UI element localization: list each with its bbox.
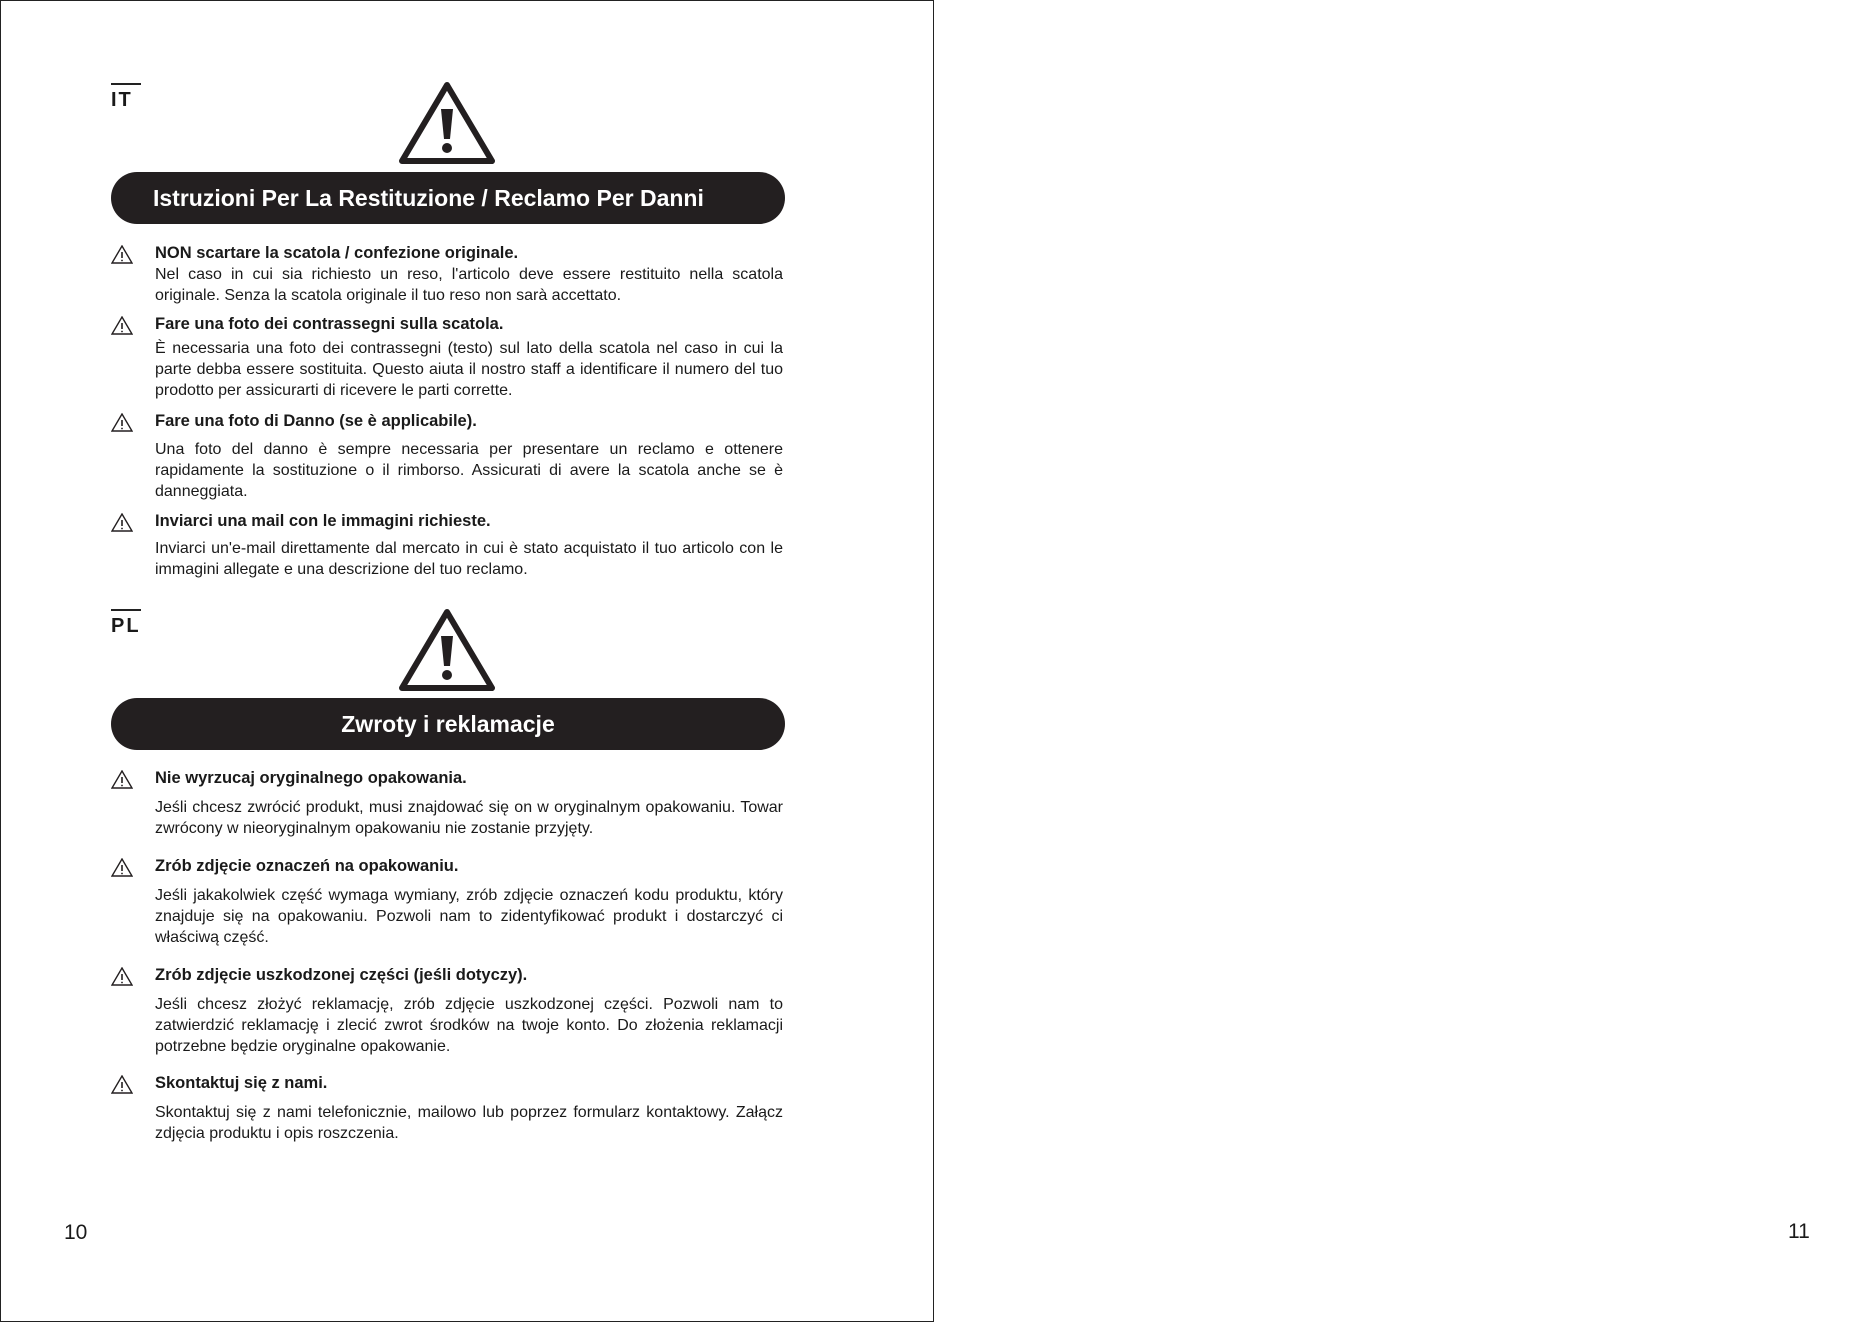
instruction-heading: Fare una foto dei contrassegni sulla scatola. — [155, 315, 504, 333]
instruction-item-it-3 — [111, 411, 791, 502]
instruction-body: Skontaktuj się z nami telefonicznie, mailowo lub poprzez formularz kontaktowy. Załącz zdjęcia produktu i opis roszczenia. — [155, 1104, 783, 1142]
warning-triangle-icon — [111, 858, 133, 877]
instruction-body: Nel caso in cui sia richiesto un reso, l'articolo deve essere restituito nella scatola originale. Senza la scatola originale il tuo reso non sarà accettato. — [155, 266, 783, 304]
instruction-item-pl-2 — [111, 856, 791, 948]
warning-triangle-icon — [111, 245, 133, 264]
instruction-heading: Nie wyrzucaj oryginalnego opakowania. — [155, 769, 467, 787]
instruction-heading: Zrób zdjęcie oznaczeń na opakowaniu. — [155, 857, 459, 875]
language-label-it: IT — [111, 83, 141, 112]
instruction-item-pl-1 — [111, 768, 791, 839]
instruction-body: Jeśli chcesz zwrócić produkt, musi znajdować się on w oryginalnym opakowaniu. Towar zwrócony w nieoryginalnym opakowaniu nie zostanie przyjęty. — [155, 799, 783, 837]
page-number-left: 10 — [64, 1221, 88, 1244]
instruction-item-pl-3 — [111, 965, 791, 1057]
language-label-pl: PL — [111, 609, 141, 638]
instruction-body: È necessaria una foto dei contrassegni (testo) sul lato della scatola nel caso in cui la parte debba essere sostituita. Questo aiuta il nostro staff a identificare il numero del tuo prodotto per assicurarti di ricevere le parti corrette. — [155, 340, 783, 399]
instruction-heading: Zrób zdjęcie uszkodzonej części (jeśli dotyczy). — [155, 966, 528, 984]
section-title-pl: Zwroty i reklamacje — [111, 698, 785, 750]
section-title-it: Istruzioni Per La Restituzione / Reclamo Per Danni — [111, 172, 785, 224]
left-page — [0, 0, 934, 1322]
instruction-item-it-2 — [111, 314, 791, 401]
right-page — [936, 0, 1872, 1324]
warning-triangle-icon — [111, 316, 133, 335]
warning-triangle-icon — [111, 770, 133, 789]
instruction-heading: Fare una foto di Danno (se è applicabile). — [155, 412, 477, 430]
instruction-body: Jeśli chcesz złożyć reklamację, zrób zdjęcie uszkodzonej części. Pozwoli nam to zatwierdzić reklamację i zlecić zwrot środków na twoje konto. Do złożenia reklamacji potrzebne będzie oryginalne opakowanie. — [155, 996, 783, 1055]
instruction-item-it-1 — [111, 243, 791, 306]
instruction-heading: NON scartare la scatola / confezione originale. — [155, 244, 519, 262]
warning-triangle-icon — [399, 81, 495, 165]
instruction-heading: Inviarci una mail con le immagini richieste. — [155, 512, 491, 530]
instruction-heading: Skontaktuj się z nami. — [155, 1074, 328, 1092]
warning-triangle-icon — [111, 413, 133, 432]
instruction-body: Una foto del danno è sempre necessaria per presentare un reclamo e ottenere rapidamente la sostituzione o il rimborso. Assicurati di avere la scatola anche se è danneggiata. — [155, 441, 783, 500]
warning-triangle-icon — [111, 513, 133, 532]
warning-triangle-icon — [399, 608, 495, 692]
instruction-body: Jeśli jakakolwiek część wymaga wymiany, zrób zdjęcie oznaczeń kodu produktu, który znajduje się na opakowaniu. Pozwoli nam to zidentyfikować produkt i dostarczyć ci właściwą część. — [155, 887, 783, 946]
warning-triangle-icon — [111, 967, 133, 986]
warning-triangle-icon — [111, 1075, 133, 1094]
page-number-right: 11 — [1788, 1220, 1810, 1243]
instruction-item-pl-4 — [111, 1073, 791, 1144]
instruction-item-it-4 — [111, 511, 791, 580]
instruction-body: Inviarci un'e-mail direttamente dal mercato in cui è stato acquistato il tuo articolo con le immagini allegate e una descrizione del tuo reclamo. — [155, 540, 783, 578]
